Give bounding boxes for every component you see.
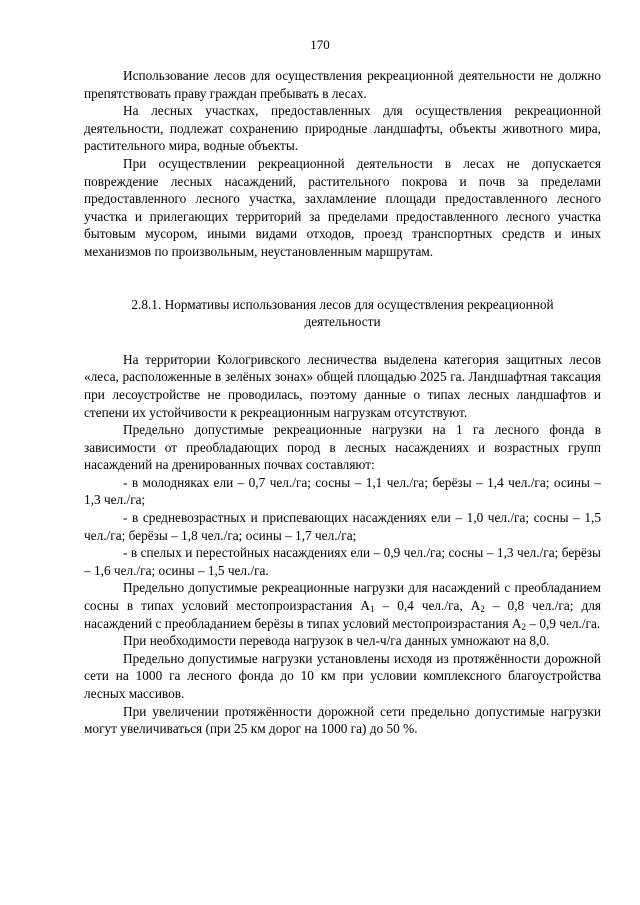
subscript: 2 [480, 604, 485, 615]
section-heading: 2.8.1. Нормативы использования лесов для осуществления рекреационной деятельности [131, 296, 554, 330]
text-run: – 0,8 чел./га; для насаждений с преобладанием берёзы в типах условий местопроизрастания А [84, 598, 602, 631]
paragraph-green-zones: На территории Кологривского лесничества выделена категория защитных лесов «леса, расположенные в зелёных зонах» общей площадью 2025 га. Ландшафтная таксация при лесоустройстве не проводилась, поэтому данные о типах лесных ландшафтов и степени их устойчивости к рекреационным нагрузкам отсутствуют. [84, 351, 601, 420]
text-run: Предельно допустимые рекреационные нагрузки для насаждений с преобладанием сосны в типах условий местопроизрастания А [84, 580, 601, 614]
page-content [84, 67, 601, 738]
paragraph-road-network: Предельно допустимые нагрузки установлены исходя из протяжённости дорожной сети на 1000 га лесного фонда до 10 км при условии комплексного благоустройства лесных массивов. [84, 650, 601, 701]
text-run: – 0,9 чел./га. [526, 615, 601, 631]
list-item-middle-aged-stands: - в средневозрастных и приспевающих насаждениях ели – 1,0 чел./га; сосны – 1,5 чел./га; берёзы – 1,8 чел./га; осины – 1,7 чел./га; [84, 510, 601, 543]
paragraph-load-limits-intro: Предельно допустимые рекреационные нагрузки на 1 га лесного фонда в зависимости от преобладающих пород в лесных насаждениях и возрастных групп насаждений на дренированных почвах составляют: [84, 422, 601, 473]
paragraph-site-types [84, 579, 601, 632]
spacer [84, 331, 601, 351]
paragraph-conversion: При необходимости перевода нагрузок в чел-ч/га данных умножают на 8,0. [123, 633, 550, 649]
paragraph-road-increase: При увеличении протяжённости дорожной сети предельно допустимые нагрузки могут увеличиваться (при 25 км дорог на 1000 га) до 50 %. [84, 703, 601, 737]
list-item-mature-stands: - в спелых и перестойных насаждениях ели – 0,9 чел./га; сосны – 1,3 чел./га; берёзы – 1,6 чел./га; осины – 1,5 чел./га. [84, 545, 601, 578]
subscript: 2 [521, 621, 527, 632]
list-item-young-stands: - в молодняках ели – 0,7 чел./га; сосны – 1,1 чел./га; берёзы – 1,4 чел./га; осины – 1,3 чел./га; [84, 474, 601, 508]
paragraph-preservation: На лесных участках, предоставленных для осуществления рекреационной деятельности, подлежат сохранению природные ландшафты, объекты животного мира, растительного мира, водные объекты. [84, 103, 601, 154]
spacer [84, 261, 601, 296]
page-number: 170 [310, 37, 330, 52]
subscript: 1 [370, 604, 375, 615]
paragraph-prohibitions: При осуществлении рекреационной деятельности в лесах не допускается повреждение лесных насаждений, растительного покрова и почв за пределами предоставленного лесного участка, захламление площади предоставленного лесного участка и прилегающих территорий за пределами предоставленного лесного участка бытовым мусором, иными видами отходов, проезд транспортных средств и иных механизмов по произвольным, неустановленным маршрутам. [84, 155, 601, 259]
text-run: – 0,4 чел./га, А [374, 598, 481, 614]
paragraph-recreation-rights: Использование лесов для осуществления рекреационной деятельности не должно препятствовать праву граждан пребывать в лесах. [84, 68, 601, 101]
